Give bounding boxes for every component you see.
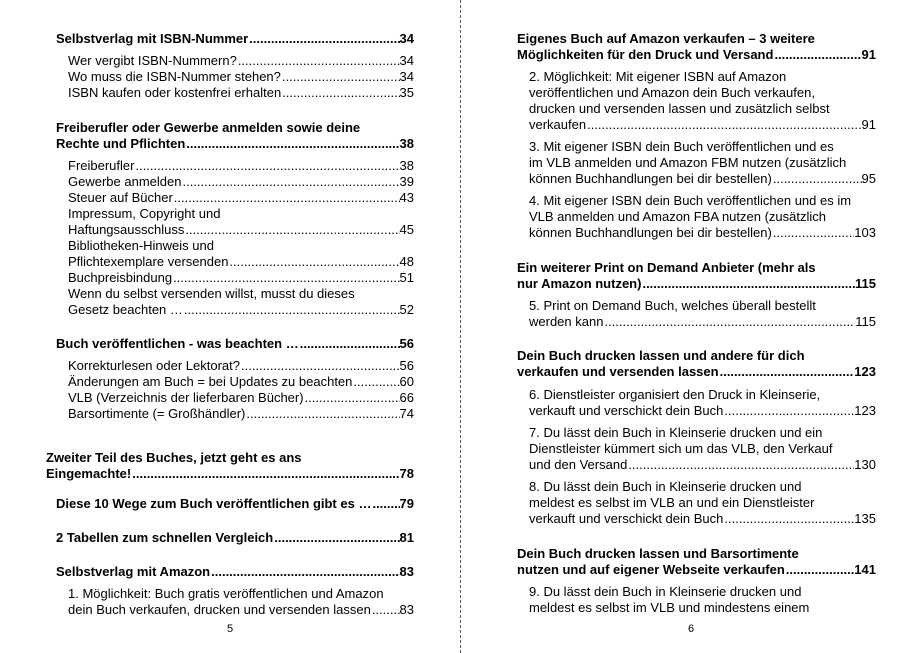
toc-leader — [603, 314, 855, 330]
toc-leader — [281, 69, 400, 85]
toc-entry-title: dein Buch verkaufen, drucken und versenden lassen — [68, 602, 371, 617]
toc-page-number: 103 — [854, 225, 876, 240]
toc-page-number: 56 — [399, 336, 414, 351]
toc-entry[interactable] — [529, 117, 876, 133]
toc-page-number: 35 — [399, 85, 414, 100]
toc-entry-title: VLB anmelden und Amazon FBA nutzen (zusätzlich — [529, 209, 827, 224]
toc-entry-title: Wo muss die ISBN-Nummer stehen? — [68, 69, 281, 84]
toc-entry[interactable] — [517, 47, 876, 63]
toc-entry-title: 8. Du lässt dein Buch in Kleinserie drucken und — [529, 479, 802, 494]
page-number: 6 — [687, 623, 695, 635]
toc-entry-title: verkaufen und versenden lassen — [517, 364, 719, 379]
toc-entry-title-line[interactable] — [517, 348, 876, 364]
toc-entry-title-line[interactable] — [529, 69, 876, 85]
toc-entry-title: Korrekturlesen oder Lektorat? — [68, 358, 240, 373]
toc-entry-title: 5. Print on Demand Buch, welches überall bestellt — [529, 298, 816, 313]
toc-entry[interactable] — [68, 85, 414, 101]
toc-entry-title-line[interactable] — [529, 298, 876, 314]
toc-entry-title: Selbstverlag mit Amazon — [56, 564, 211, 579]
toc-entry[interactable] — [68, 270, 414, 286]
toc-page-number: 130 — [854, 457, 876, 472]
toc-entry-title: Gewerbe anmelden — [68, 174, 182, 189]
toc-leader — [185, 136, 399, 152]
toc-entry-title: meldest es selbst im VLB und mindestens einem — [529, 600, 810, 615]
toc-entry-title: veröffentlichen und Amazon dein Buch verkaufen, — [529, 85, 815, 100]
toc-leader — [248, 31, 399, 47]
toc-entry-title: verkaufen — [529, 117, 587, 132]
right-page — [462, 0, 923, 653]
toc-entry[interactable] — [529, 225, 876, 241]
toc-entry-title: 3. Mit eigener ISBN dein Buch veröffentlichen und es — [529, 139, 834, 154]
toc-page-number: 34 — [399, 53, 414, 68]
toc-entry-title: Dein Buch drucken lassen und andere für dich — [517, 348, 805, 363]
toc-page-number: 91 — [861, 47, 876, 62]
toc-page-number: 123 — [854, 403, 876, 418]
toc-entry-title: Eigenes Buch auf Amazon verkaufen – 3 weitere — [517, 31, 815, 46]
toc-entry-title-line[interactable] — [68, 238, 414, 254]
toc-entry-title-line[interactable] — [529, 479, 876, 495]
toc-entry[interactable] — [56, 31, 414, 47]
page-divider — [460, 0, 461, 653]
toc-entry-title: Bibliotheken-Hinweis und — [68, 238, 214, 253]
toc-entry-title: nutzen und auf eigener Webseite verkaufen — [517, 562, 785, 577]
toc-entry-title-line[interactable] — [529, 85, 876, 101]
toc-entry[interactable] — [68, 358, 414, 374]
toc-page-number: 123 — [854, 364, 876, 379]
toc-leader — [352, 374, 399, 390]
toc-entry-title-line[interactable] — [529, 600, 876, 616]
toc-leader — [772, 225, 854, 241]
toc-entry-title: verkauft und verschickt dein Buch — [529, 403, 724, 418]
toc-leader — [627, 457, 854, 473]
toc-leader — [371, 602, 400, 618]
toc-entry-title-line[interactable] — [529, 584, 876, 600]
toc-entry-title: 2. Möglichkeit: Mit eigener ISBN auf Amazon — [529, 69, 787, 84]
toc-page-number: 91 — [861, 117, 876, 132]
toc-leader — [785, 562, 855, 578]
toc-entry[interactable] — [56, 336, 414, 352]
toc-entry-title: Buchpreisbindung — [68, 270, 173, 285]
toc-entry-title: 7. Du lässt dein Buch in Kleinserie drucken und ein — [529, 425, 823, 440]
toc-page-number: 38 — [399, 158, 414, 173]
toc-entry-title-line[interactable] — [56, 120, 414, 136]
toc-entry-title: werden kann — [529, 314, 604, 329]
toc-entry-title: können Buchhandlungen bei dir bestellen) — [529, 171, 772, 186]
toc-entry-title: Steuer auf Bücher — [68, 190, 173, 205]
toc-leader — [586, 117, 861, 133]
toc-entry-title: VLB (Verzeichnis der lieferbaren Bücher) — [68, 390, 304, 405]
toc-entry-title: Impressum, Copyright und — [68, 206, 221, 221]
toc-entry-title: Möglichkeiten für den Druck und Versand — [517, 47, 774, 62]
toc-leader — [371, 496, 399, 512]
toc-page-number: 74 — [399, 406, 414, 421]
toc-entry-title: Buch veröffentlichen - was beachten … — [56, 336, 299, 351]
toc-entry-title: Ein weiterer Print on Demand Anbieter (mehr als — [517, 260, 816, 275]
toc-page-number: 78 — [399, 466, 414, 481]
toc-entry[interactable] — [68, 53, 414, 69]
toc-entry-title: 4. Mit eigener ISBN dein Buch veröffentlichen und es im — [529, 193, 852, 208]
toc-leader — [131, 466, 399, 482]
toc-page-number: 52 — [399, 302, 414, 317]
toc-entry-title: Pflichtexemplare versenden — [68, 254, 229, 269]
toc-page-number: 34 — [399, 69, 414, 84]
toc-entry[interactable] — [56, 496, 414, 512]
toc-entry-title-line[interactable] — [517, 546, 876, 562]
toc-entry-title-line[interactable] — [529, 425, 876, 441]
toc-entry-title-line[interactable] — [529, 209, 876, 225]
toc-page-number: 38 — [399, 136, 414, 151]
toc-leader — [723, 511, 854, 527]
toc-leader — [240, 358, 400, 374]
toc-entry-title: 6. Dienstleister organisiert den Druck in Kleinserie, — [529, 387, 821, 402]
toc-entry-title: Freiberufler — [68, 158, 135, 173]
left-page — [0, 0, 460, 653]
toc-leader — [134, 158, 399, 174]
toc-entry-title: können Buchhandlungen bei dir bestellen) — [529, 225, 772, 240]
toc-entry-title-line[interactable] — [46, 450, 414, 466]
toc-entry[interactable] — [517, 276, 876, 292]
toc-page-number: 79 — [399, 496, 414, 511]
page-number: 5 — [226, 623, 234, 635]
toc-page-number: 45 — [399, 222, 414, 237]
toc-leader — [299, 336, 400, 352]
toc-entry-title: meldest es selbst im VLB an und ein Dienstleister — [529, 495, 815, 510]
toc-entry-title: Wer vergibt ISBN-Nummern? — [68, 53, 237, 68]
toc-leader — [183, 302, 400, 318]
toc-leader — [181, 174, 399, 190]
toc-entry[interactable] — [68, 222, 414, 238]
toc-leader — [172, 270, 399, 286]
toc-entry-title-line[interactable] — [529, 101, 876, 117]
toc-entry[interactable] — [529, 457, 876, 473]
toc-page-number: 83 — [399, 602, 414, 617]
toc-entry-title: 2 Tabellen zum schnellen Vergleich — [56, 530, 274, 545]
toc-leader — [228, 254, 399, 270]
toc-entry-title: Barsortimente (= Großhändler) — [68, 406, 246, 421]
toc-entry[interactable] — [68, 254, 414, 270]
toc-entry-title: Freiberufler oder Gewerbe anmelden sowie deine — [56, 120, 361, 135]
toc-entry-title-line[interactable] — [529, 193, 876, 209]
toc-entry[interactable] — [68, 69, 414, 85]
toc-page-number: 39 — [399, 174, 414, 189]
toc-leader — [772, 171, 862, 187]
toc-entry-title-line[interactable] — [68, 586, 414, 602]
toc-entry-title-line[interactable] — [529, 387, 876, 403]
toc-entry-title: verkauft und verschickt dein Buch — [529, 511, 724, 526]
toc-entry-title: ISBN kaufen oder kostenfrei erhalten — [68, 85, 282, 100]
toc-entry[interactable] — [68, 390, 414, 406]
toc-entry-title-line[interactable] — [529, 441, 876, 457]
toc-entry-title: Zweiter Teil des Buches, jetzt geht es ans — [46, 450, 302, 465]
toc-entry-title: nur Amazon nutzen) — [517, 276, 642, 291]
toc-leader — [273, 530, 399, 546]
toc-entry-title: im VLB anmelden und Amazon FBM nutzen (zusätzlich — [529, 155, 847, 170]
toc-page-number: 135 — [854, 511, 876, 526]
toc-entry-title-line[interactable] — [517, 260, 876, 276]
toc-entry-title: Dienstleister kümmert sich um das VLB, den Verkauf — [529, 441, 833, 456]
toc-page-number: 60 — [399, 374, 414, 389]
toc-page-number: 43 — [399, 190, 414, 205]
toc-entry[interactable] — [56, 564, 414, 580]
toc-page-number: 48 — [399, 254, 414, 269]
toc-entry[interactable] — [46, 466, 414, 482]
toc-page-number: 141 — [854, 562, 876, 577]
toc-entry[interactable] — [529, 403, 876, 419]
toc-page-number: 115 — [855, 276, 876, 291]
toc-entry-title: Rechte und Pflichten — [56, 136, 186, 151]
toc-entry-title-line[interactable] — [68, 286, 414, 302]
toc-leader — [641, 276, 855, 292]
toc-entry[interactable] — [529, 171, 876, 187]
toc-entry-title-line[interactable] — [529, 495, 876, 511]
toc-page-number: 83 — [399, 564, 414, 579]
toc-leader — [184, 222, 399, 238]
toc-entry[interactable] — [68, 190, 414, 206]
toc-entry-title: 9. Du lässt dein Buch in Kleinserie drucken und — [529, 584, 802, 599]
toc-entry-title: Änderungen am Buch = bei Updates zu beachten — [68, 374, 353, 389]
toc-entry-title: Wenn du selbst versenden willst, musst du dieses — [68, 286, 355, 301]
toc-leader — [210, 564, 399, 580]
toc-entry[interactable] — [68, 374, 414, 390]
toc-page-number: 115 — [855, 314, 876, 329]
toc-leader — [237, 53, 400, 69]
toc-entry-title: und den Versand — [529, 457, 628, 472]
toc-leader — [304, 390, 400, 406]
toc-entry-title: Eingemachte! — [46, 466, 132, 481]
toc-entry[interactable] — [68, 302, 414, 318]
toc-entry[interactable] — [68, 158, 414, 174]
toc-entry[interactable] — [56, 530, 414, 546]
toc-entry-title: Diese 10 Wege zum Buch veröffentlichen gibt es … — [56, 496, 372, 511]
toc-page-number: 66 — [399, 390, 414, 405]
toc-entry[interactable] — [56, 136, 414, 152]
toc-page-number: 34 — [399, 31, 414, 46]
toc-entry-title-line[interactable] — [529, 139, 876, 155]
toc-entry[interactable] — [68, 602, 414, 618]
toc-entry-title: Haftungsausschluss — [68, 222, 185, 237]
toc-entry[interactable] — [68, 174, 414, 190]
toc-leader — [245, 406, 399, 422]
toc-entry[interactable] — [517, 364, 876, 380]
toc-page-number: 56 — [399, 358, 414, 373]
toc-page-number: 95 — [861, 171, 876, 186]
toc-leader — [723, 403, 854, 419]
toc-entry-title-line[interactable] — [68, 206, 414, 222]
toc-leader — [773, 47, 861, 63]
toc-leader — [281, 85, 399, 101]
toc-page-number: 51 — [399, 270, 414, 285]
toc-entry[interactable] — [68, 406, 414, 422]
toc-entry[interactable] — [529, 314, 876, 330]
toc-entry-title: Selbstverlag mit ISBN-Nummer — [56, 31, 249, 46]
toc-entry-title: Dein Buch drucken lassen und Barsortimente — [517, 546, 799, 561]
toc-page-number: 81 — [399, 530, 414, 545]
toc-entry-title: Gesetz beachten … — [68, 302, 183, 317]
toc-entry[interactable] — [529, 511, 876, 527]
toc-entry-title-line[interactable] — [517, 31, 876, 47]
toc-entry-title-line[interactable] — [529, 155, 876, 171]
toc-leader — [173, 190, 400, 206]
toc-entry-title: drucken und versenden lassen und zusätzlich selbst — [529, 101, 830, 116]
toc-entry-title: 1. Möglichkeit: Buch gratis veröffentlichen und Amazon — [68, 586, 384, 601]
toc-entry[interactable] — [517, 562, 876, 578]
toc-leader — [719, 364, 855, 380]
